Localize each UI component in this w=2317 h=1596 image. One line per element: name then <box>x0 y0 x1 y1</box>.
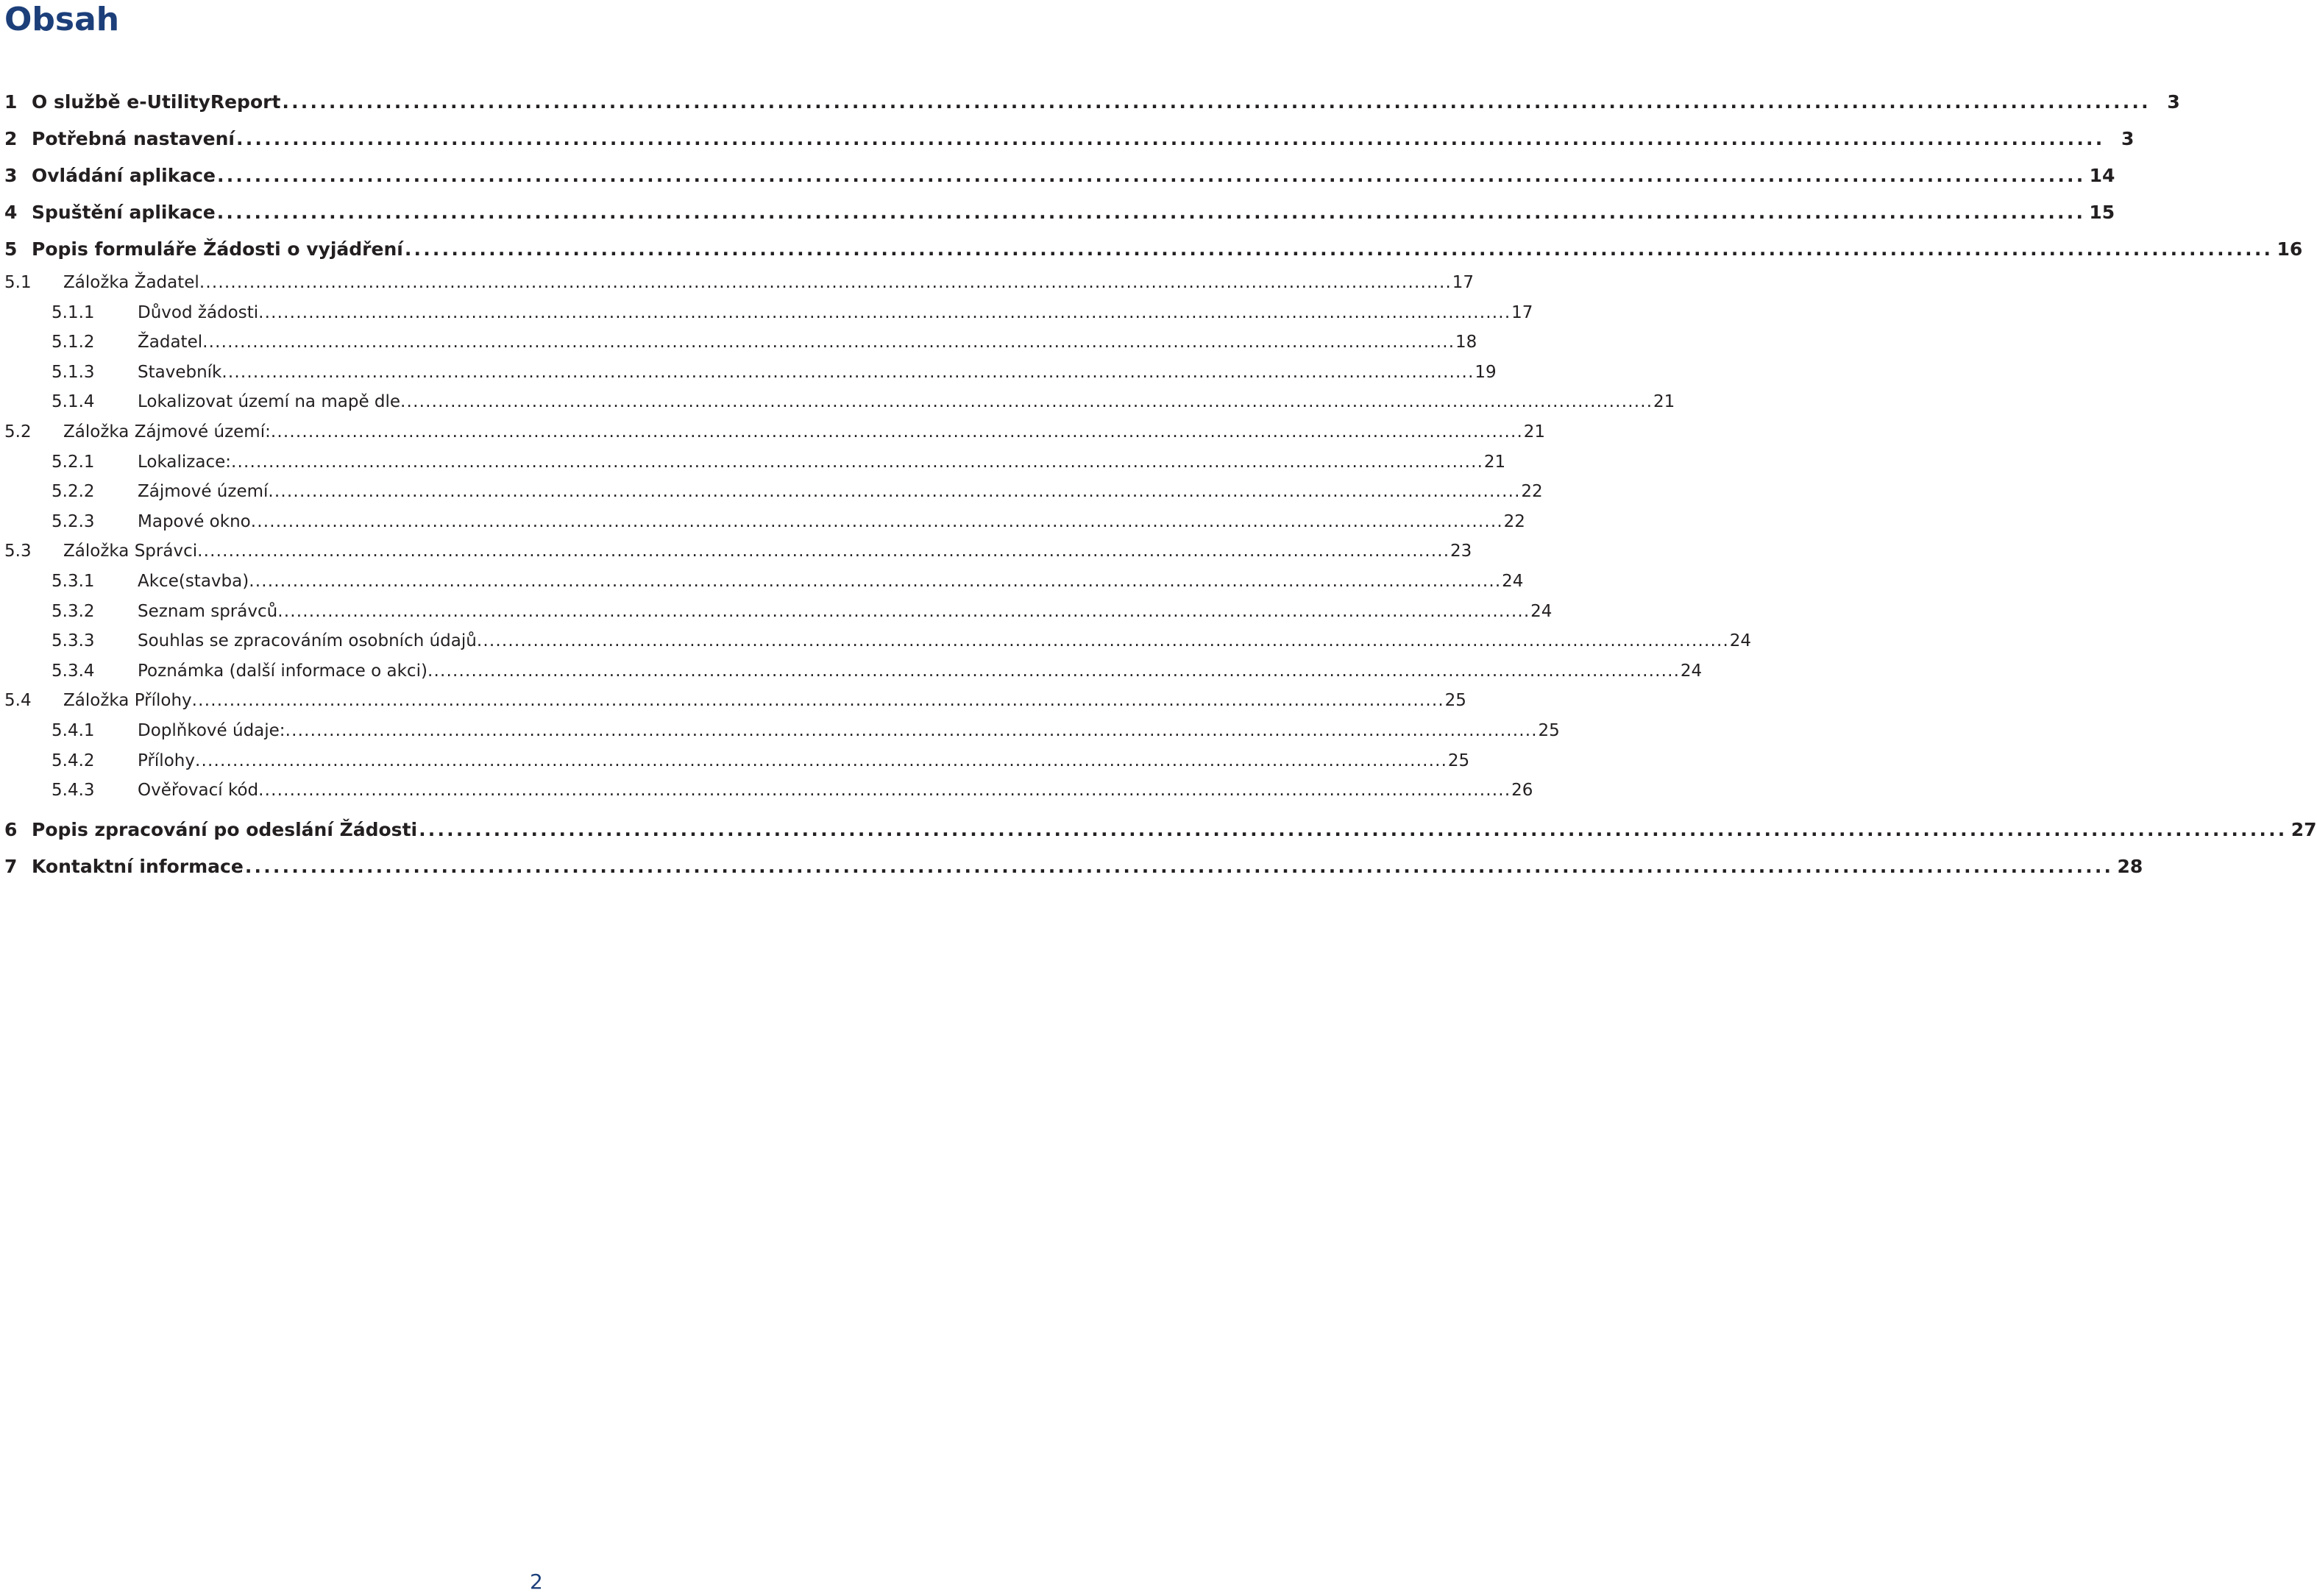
toc-leader-dots: ........................................................................................................................................................................................................ <box>270 422 1524 441</box>
toc-entry-number: 4 <box>4 202 18 223</box>
toc-leader-dots: ........................................................................................................................................................................................................ <box>230 452 1484 472</box>
toc-entry[interactable] <box>0 716 1560 746</box>
toc-entry-page: 24 <box>1530 601 1553 621</box>
toc-entry-title: Poznámka (další informace o akci) <box>138 661 427 681</box>
toc-entry[interactable] <box>0 848 2143 885</box>
toc-entry[interactable] <box>0 626 1752 656</box>
toc-entry-page: 21 <box>1653 392 1675 412</box>
toc-entry-page: 28 <box>2117 855 2143 877</box>
toc-entry-page: 17 <box>1511 302 1533 322</box>
toc-entry[interactable] <box>0 447 1506 478</box>
toc-entry-page: 24 <box>1680 661 1703 681</box>
toc-entry-title: Seznam správců <box>138 601 278 621</box>
toc-leader-dots: ........................................................................................................................................................................................................ <box>285 720 1538 740</box>
toc-entry-number: 5.1.3 <box>52 362 95 382</box>
toc-entry[interactable] <box>0 656 1703 687</box>
toc-leader-dots: ........................................................................................................................................................................................................ <box>250 511 1503 531</box>
toc-entry-title: Kontaktní informace <box>32 855 244 877</box>
toc-entry-title: Mapové okno <box>138 511 251 531</box>
toc-leader-dots: ........................................................................................................................................................................................................ <box>249 571 1502 591</box>
toc-entry-page: 19 <box>1475 362 1497 382</box>
toc-entry-page: 3 <box>2121 128 2135 149</box>
toc-leader-dots: ........................................................................................................................................................................................................ <box>217 165 2086 186</box>
toc-entry[interactable] <box>0 84 2180 121</box>
toc-entry[interactable] <box>0 231 2303 268</box>
toc-entry-number: 5.4.3 <box>52 781 95 801</box>
toc-entry-number: 1 <box>4 91 18 113</box>
toc-entry-title: Žadatel <box>138 333 203 352</box>
toc-entry-title: Stavebník <box>138 362 222 382</box>
toc-leader-dots: ........................................................................................................................................................................................................ <box>282 91 2151 113</box>
toc-entry-page: 26 <box>1511 781 1533 801</box>
toc-entry-title: Důvod žádosti <box>138 302 259 322</box>
toc-entry-title: Přílohy <box>138 751 195 770</box>
toc-leader-dots: ........................................................................................................................................................................................................ <box>199 273 1452 292</box>
toc-entry-title: Akce(stavba) <box>138 571 249 591</box>
toc-leader-dots: ........................................................................................................................................................................................................ <box>404 238 2274 260</box>
toc-entry-title: Popis formuláře Žádosti o vyjádření <box>32 238 403 260</box>
toc-entry-title: Lokalizovat území na mapě dle <box>138 392 401 412</box>
toc-entry-page: 14 <box>2089 165 2115 186</box>
toc-entry-title: Spuštění aplikace <box>32 202 216 223</box>
toc-entry[interactable] <box>0 358 1497 388</box>
toc-entry-title: Záložka Zájmové území: <box>63 422 271 441</box>
toc-entry-number: 5.3 <box>4 542 32 561</box>
toc-entry[interactable] <box>0 776 1533 806</box>
toc-leader-dots: ........................................................................................................................................................................................................ <box>221 362 1475 382</box>
toc-entry[interactable] <box>0 298 1533 328</box>
toc-entry-page: 22 <box>1521 482 1543 502</box>
toc-leader-dots: ........................................................................................................................................................................................................ <box>216 202 2086 223</box>
toc-entry-number: 5 <box>4 238 18 260</box>
table-of-contents <box>0 84 2317 885</box>
toc-entry-title: Lokalizace: <box>138 452 231 472</box>
toc-entry-page: 3 <box>2167 91 2180 113</box>
toc-entry[interactable] <box>0 477 1543 507</box>
toc-entry-page: 27 <box>2291 818 2317 840</box>
toc-leader-dots: ........................................................................................................................................................................................................ <box>400 392 1653 412</box>
toc-entry-title: Zájmové území <box>138 482 269 502</box>
toc-entry[interactable] <box>0 268 1475 298</box>
toc-leader-dots: ........................................................................................................................................................................................................ <box>427 661 1681 681</box>
toc-entry[interactable] <box>0 387 1675 417</box>
toc-entry-number: 5.1 <box>4 273 32 292</box>
page-number: 2 <box>530 1570 543 1594</box>
toc-leader-dots: ........................................................................................................................................................................................................ <box>244 855 2114 877</box>
toc-entry-number: 3 <box>4 165 18 186</box>
toc-leader-dots: ........................................................................................................................................................................................................ <box>277 601 1530 621</box>
toc-entry[interactable] <box>0 536 1472 567</box>
toc-entry-title: Doplňkové údaje: <box>138 720 285 740</box>
toc-leader-dots: ........................................................................................................................................................................................................ <box>236 128 2105 149</box>
toc-entry-number: 5.4.2 <box>52 751 95 770</box>
toc-entry-page: 25 <box>1538 720 1560 740</box>
toc-entry-number: 5.2.2 <box>52 482 95 502</box>
toc-leader-dots: ........................................................................................................................................................................................................ <box>258 302 1511 322</box>
toc-entry-title: Potřebná nastavení <box>32 128 235 149</box>
toc-entry-page: 16 <box>2277 238 2303 260</box>
toc-leader-dots: ........................................................................................................................................................................................................ <box>476 631 1730 651</box>
toc-entry[interactable] <box>0 157 2115 194</box>
toc-entry-number: 2 <box>4 128 18 149</box>
toc-entry-page: 25 <box>1444 691 1466 711</box>
toc-entry-number: 5.1.1 <box>52 302 95 322</box>
toc-entry-number: 5.3.3 <box>52 631 95 651</box>
toc-entry-number: 5.1.2 <box>52 333 95 352</box>
toc-entry-number: 5.1.4 <box>52 392 95 412</box>
toc-entry-title: Záložka Správci <box>63 542 198 561</box>
toc-entry-title: Záložka Přílohy <box>63 691 192 711</box>
toc-entry-page: 22 <box>1503 511 1525 531</box>
toc-entry-number: 5.2.1 <box>52 452 95 472</box>
toc-entry-number: 5.2.3 <box>52 511 95 531</box>
toc-entry-number: 7 <box>4 855 18 877</box>
toc-entry-title: Souhlas se zpracováním osobních údajů <box>138 631 477 651</box>
toc-entry-page: 25 <box>1447 751 1470 770</box>
toc-entry-page: 23 <box>1450 542 1472 561</box>
toc-entry-title: Popis zpracování po odeslání Žádosti <box>32 818 418 840</box>
toc-entry-number: 5.4 <box>4 691 32 711</box>
toc-leader-dots: ........................................................................................................................................................................................................ <box>194 751 1448 770</box>
toc-entry[interactable] <box>0 327 1477 358</box>
toc-entry[interactable] <box>0 567 1524 597</box>
toc-entry-page: 24 <box>1729 631 1752 651</box>
toc-entry-title: Ovládání aplikace <box>32 165 216 186</box>
toc-entry-number: 5.4.1 <box>52 720 95 740</box>
toc-leader-dots: ........................................................................................................................................................................................................ <box>197 542 1450 561</box>
toc-leader-dots: ........................................................................................................................................................................................................ <box>191 691 1444 711</box>
toc-entry-title: Záložka Žadatel <box>63 273 199 292</box>
toc-entry-page: 15 <box>2089 202 2115 223</box>
toc-entry-number: 5.2 <box>4 422 32 441</box>
toc-entry-page: 24 <box>1502 571 1524 591</box>
toc-leader-dots: ........................................................................................................................................................................................................ <box>202 333 1455 352</box>
toc-leader-dots: ........................................................................................................................................................................................................ <box>258 781 1511 801</box>
toc-entry-number: 5.3.4 <box>52 661 95 681</box>
toc-entry-title: Ověřovací kód <box>138 781 259 801</box>
toc-entry-number: 5.3.2 <box>52 601 95 621</box>
toc-entry[interactable] <box>0 746 1470 776</box>
toc-leader-dots: ........................................................................................................................................................................................................ <box>268 482 1521 502</box>
toc-leader-dots: ........................................................................................................................................................................................................ <box>419 818 2288 840</box>
toc-entry[interactable] <box>0 194 2115 231</box>
toc-entry[interactable] <box>0 686 1466 716</box>
toc-entry-page: 18 <box>1455 333 1477 352</box>
page-title: Obsah <box>4 1 120 38</box>
toc-entry[interactable] <box>0 507 1525 537</box>
toc-entry-page: 21 <box>1483 452 1506 472</box>
toc-entry-page: 17 <box>1452 273 1475 292</box>
toc-entry-page: 21 <box>1523 422 1546 441</box>
toc-entry[interactable] <box>0 597 1553 627</box>
toc-entry-number: 6 <box>4 818 18 840</box>
toc-entry[interactable] <box>0 812 2317 848</box>
toc-entry[interactable] <box>0 121 2135 157</box>
toc-entry-number: 5.3.1 <box>52 571 95 591</box>
toc-entry-title: O službě e-UtilityReport <box>32 91 281 113</box>
toc-entry[interactable] <box>0 417 1546 447</box>
